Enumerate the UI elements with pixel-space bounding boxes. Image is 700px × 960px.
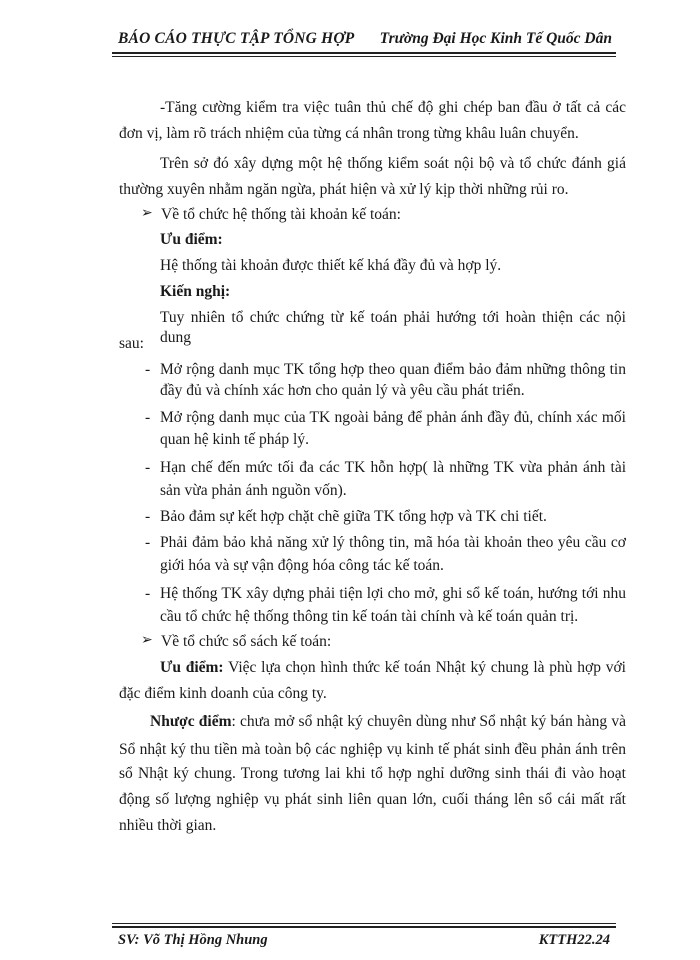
- paragraph-line: Tuy nhiên tổ chức chứng từ kế toán phải hướng tới hoàn thiện các nội dung: [160, 309, 626, 346]
- disadvantage-label: Nhược điểm: [150, 713, 232, 730]
- paragraph-line: Hệ thống tài khoản được thiết kế khá đầy đủ và hợp lý.: [160, 257, 502, 274]
- list-item: Hệ thống TK xây dựng phải tiện lợi cho mở, ghi sổ kế toán, hướng tới nhu: [160, 585, 626, 602]
- arrow-bullet-icon: ➢: [141, 206, 153, 221]
- recommendation-label: Kiến nghị:: [160, 283, 231, 300]
- list-item: cầu tổ chức hệ thống thông tin kế toán tài chính và kế toán quản trị.: [160, 608, 579, 625]
- paragraph-line: đặc điểm kinh doanh của công ty.: [119, 685, 327, 702]
- report-title: BÁO CÁO THỰC TẬP TỔNG HỢP: [118, 30, 355, 47]
- header-rule-thick: [112, 52, 616, 54]
- list-item: đầy đủ và chính xác hơn cho quản lý và yêu cầu phát triển.: [160, 382, 525, 399]
- arrow-bullet-icon: ➢: [141, 633, 153, 648]
- dash-bullet: -: [145, 585, 151, 602]
- dash-bullet: -: [145, 409, 151, 426]
- paragraph-line: Trên sở đó xây dựng một hệ thống kiểm soát nội bộ và tổ chức đánh giá: [160, 155, 626, 172]
- section-heading: Về tổ chức hệ thống tài khoản kế toán:: [161, 206, 401, 223]
- advantage-text: Việc lựa chọn hình thức kế toán Nhật ký chung là phù hợp với: [223, 659, 626, 676]
- header-rule-thin: [112, 56, 616, 57]
- list-item: Phải đảm bảo khả năng xử lý thông tin, mã hóa tài khoản theo yêu cầu cơ: [160, 534, 626, 551]
- list-item: Mở rộng danh mục TK tổng hợp theo quan điểm bảo đảm những thông tin: [160, 361, 626, 378]
- dash-bullet: -: [145, 459, 151, 476]
- list-item: Hạn chế đến mức tối đa các TK hỗn hợp( là những TK vừa phản ánh tài: [160, 459, 626, 476]
- paragraph-line: đơn vị, làm rõ trách nhiệm của từng cá nhân trong từng khâu luân chuyển.: [119, 125, 579, 142]
- advantage-label: Ưu điểm:: [160, 231, 223, 248]
- list-item: giới hóa và sự vận động hóa công tác kế toán.: [160, 557, 444, 574]
- footer-rule-thick: [112, 926, 616, 928]
- list-item: quan hệ kinh tế pháp lý.: [160, 431, 309, 448]
- paragraph-line: thường xuyên nhằm ngăn ngừa, phát hiện và xử lý kịp thời những rủi ro.: [119, 181, 569, 198]
- paragraph-line: nhiều thời gian.: [119, 817, 217, 834]
- paragraph-line: Sổ nhật ký thu tiền mà toàn bộ các nghiệp vụ kinh tế phát sinh đều phản ánh trên: [119, 741, 626, 758]
- list-item: sản vừa phản ánh nguồn vốn).: [160, 482, 347, 499]
- student-name: SV: Võ Thị Hồng Nhung: [118, 932, 268, 948]
- advantage-label: Ưu điểm:: [160, 659, 224, 676]
- paragraph-line: [150, 712, 626, 732]
- dash-bullet: -: [145, 361, 151, 378]
- list-item: Mở rộng danh mục của TK ngoài bảng để phản ánh đầy đủ, chính xác mối: [160, 409, 626, 426]
- paragraph-line: sổ Nhật ký chung. Trong tương lai khi tổ hợp nghỉ dưỡng sinh thái đi vào hoạt: [119, 765, 626, 782]
- dash-bullet: -: [145, 534, 151, 551]
- page-footer: [112, 929, 616, 953]
- dash-bullet: -: [145, 508, 151, 525]
- class-code: KTTH22.24: [538, 932, 610, 948]
- paragraph-line: -Tăng cường kiểm tra việc tuân thủ chế độ ghi chép ban đầu ở tất cả các: [160, 99, 626, 116]
- university-name: Trường Đại Học Kinh Tế Quốc Dân: [379, 30, 612, 47]
- page-header: [112, 24, 616, 52]
- disadvantage-text: : chưa mở sổ nhật ký chuyên dùng như Sổ nhật ký bán hàng và: [231, 713, 627, 730]
- section-heading: Về tổ chức sổ sách kế toán:: [161, 633, 332, 650]
- paragraph-line: động số lượng nghiệp vụ phát sinh liên quan lớn, cuối tháng lên sổ cái mất rất: [119, 791, 626, 808]
- list-item: Bảo đảm sự kết hợp chặt chẽ giữa TK tổng hợp và TK chi tiết.: [160, 508, 547, 525]
- paragraph-line: [160, 658, 626, 678]
- paragraph-line: sau:: [119, 335, 144, 352]
- footer-rule-thin: [112, 923, 616, 924]
